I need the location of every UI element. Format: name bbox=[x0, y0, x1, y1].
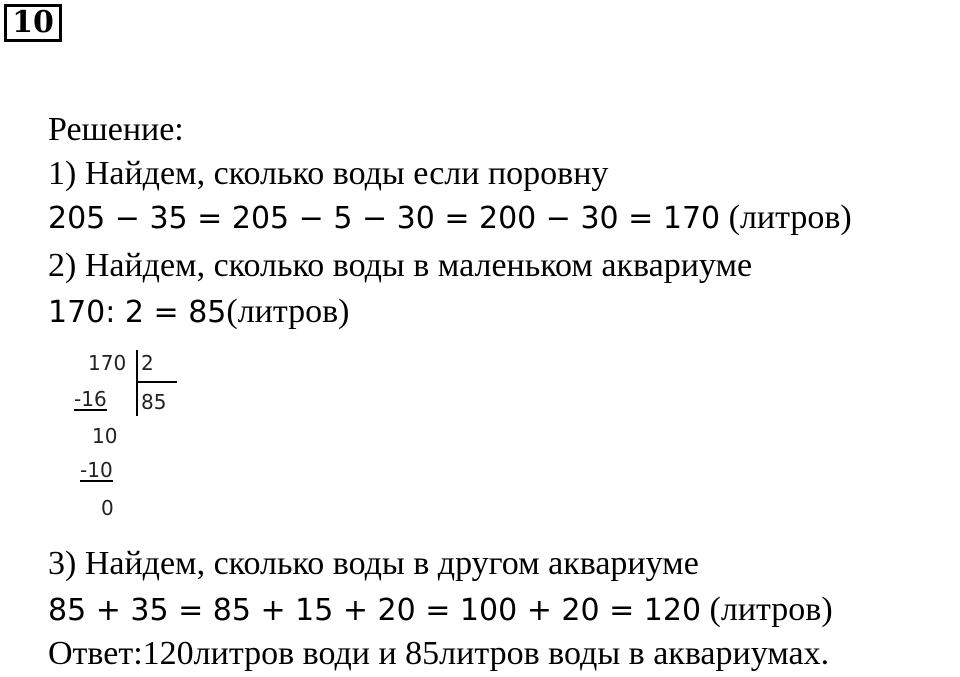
step-2-equation bbox=[48, 292, 350, 333]
step-2-text: 2) Найдем, сколько воды в маленьком аквариуме bbox=[48, 247, 753, 284]
step-1-unit: (литров) bbox=[720, 199, 852, 236]
step-2-unit: (литров) bbox=[226, 293, 350, 330]
division-remainder-1: 10 bbox=[92, 424, 118, 448]
division-divisor: 2 bbox=[141, 351, 154, 375]
step-1-text: 1) Найдем, сколько воды если поровну bbox=[48, 155, 609, 192]
division-quotient: 85 bbox=[141, 390, 167, 414]
step-2-math: 170: 2 = 85 bbox=[48, 295, 227, 330]
division-dividend: 170 bbox=[88, 351, 127, 375]
solution-heading: Решение: bbox=[48, 111, 184, 148]
step-3-equation bbox=[48, 590, 833, 631]
step-1-equation bbox=[48, 198, 852, 239]
division-subtract-2: -10 bbox=[80, 458, 113, 482]
step-1-math: 205 − 35 = 205 − 5 − 30 = 200 − 30 = 170 bbox=[48, 201, 721, 236]
division-subtract-1: -16 bbox=[74, 387, 107, 411]
division-vertical-bar bbox=[136, 350, 138, 416]
division-horizontal-bar bbox=[137, 381, 177, 383]
step-3-unit: (литров) bbox=[701, 591, 833, 628]
problem-number-box: 10 bbox=[4, 4, 62, 42]
division-remainder-final: 0 bbox=[101, 496, 114, 520]
step-3-math: 85 + 35 = 85 + 15 + 20 = 100 + 20 = 120 bbox=[48, 593, 702, 628]
answer-line: Ответ:120литров води и 85литров воды в аквариумах. bbox=[48, 635, 830, 672]
step-3-text: 3) Найдем, сколько воды в другом аквариуме bbox=[48, 545, 699, 582]
